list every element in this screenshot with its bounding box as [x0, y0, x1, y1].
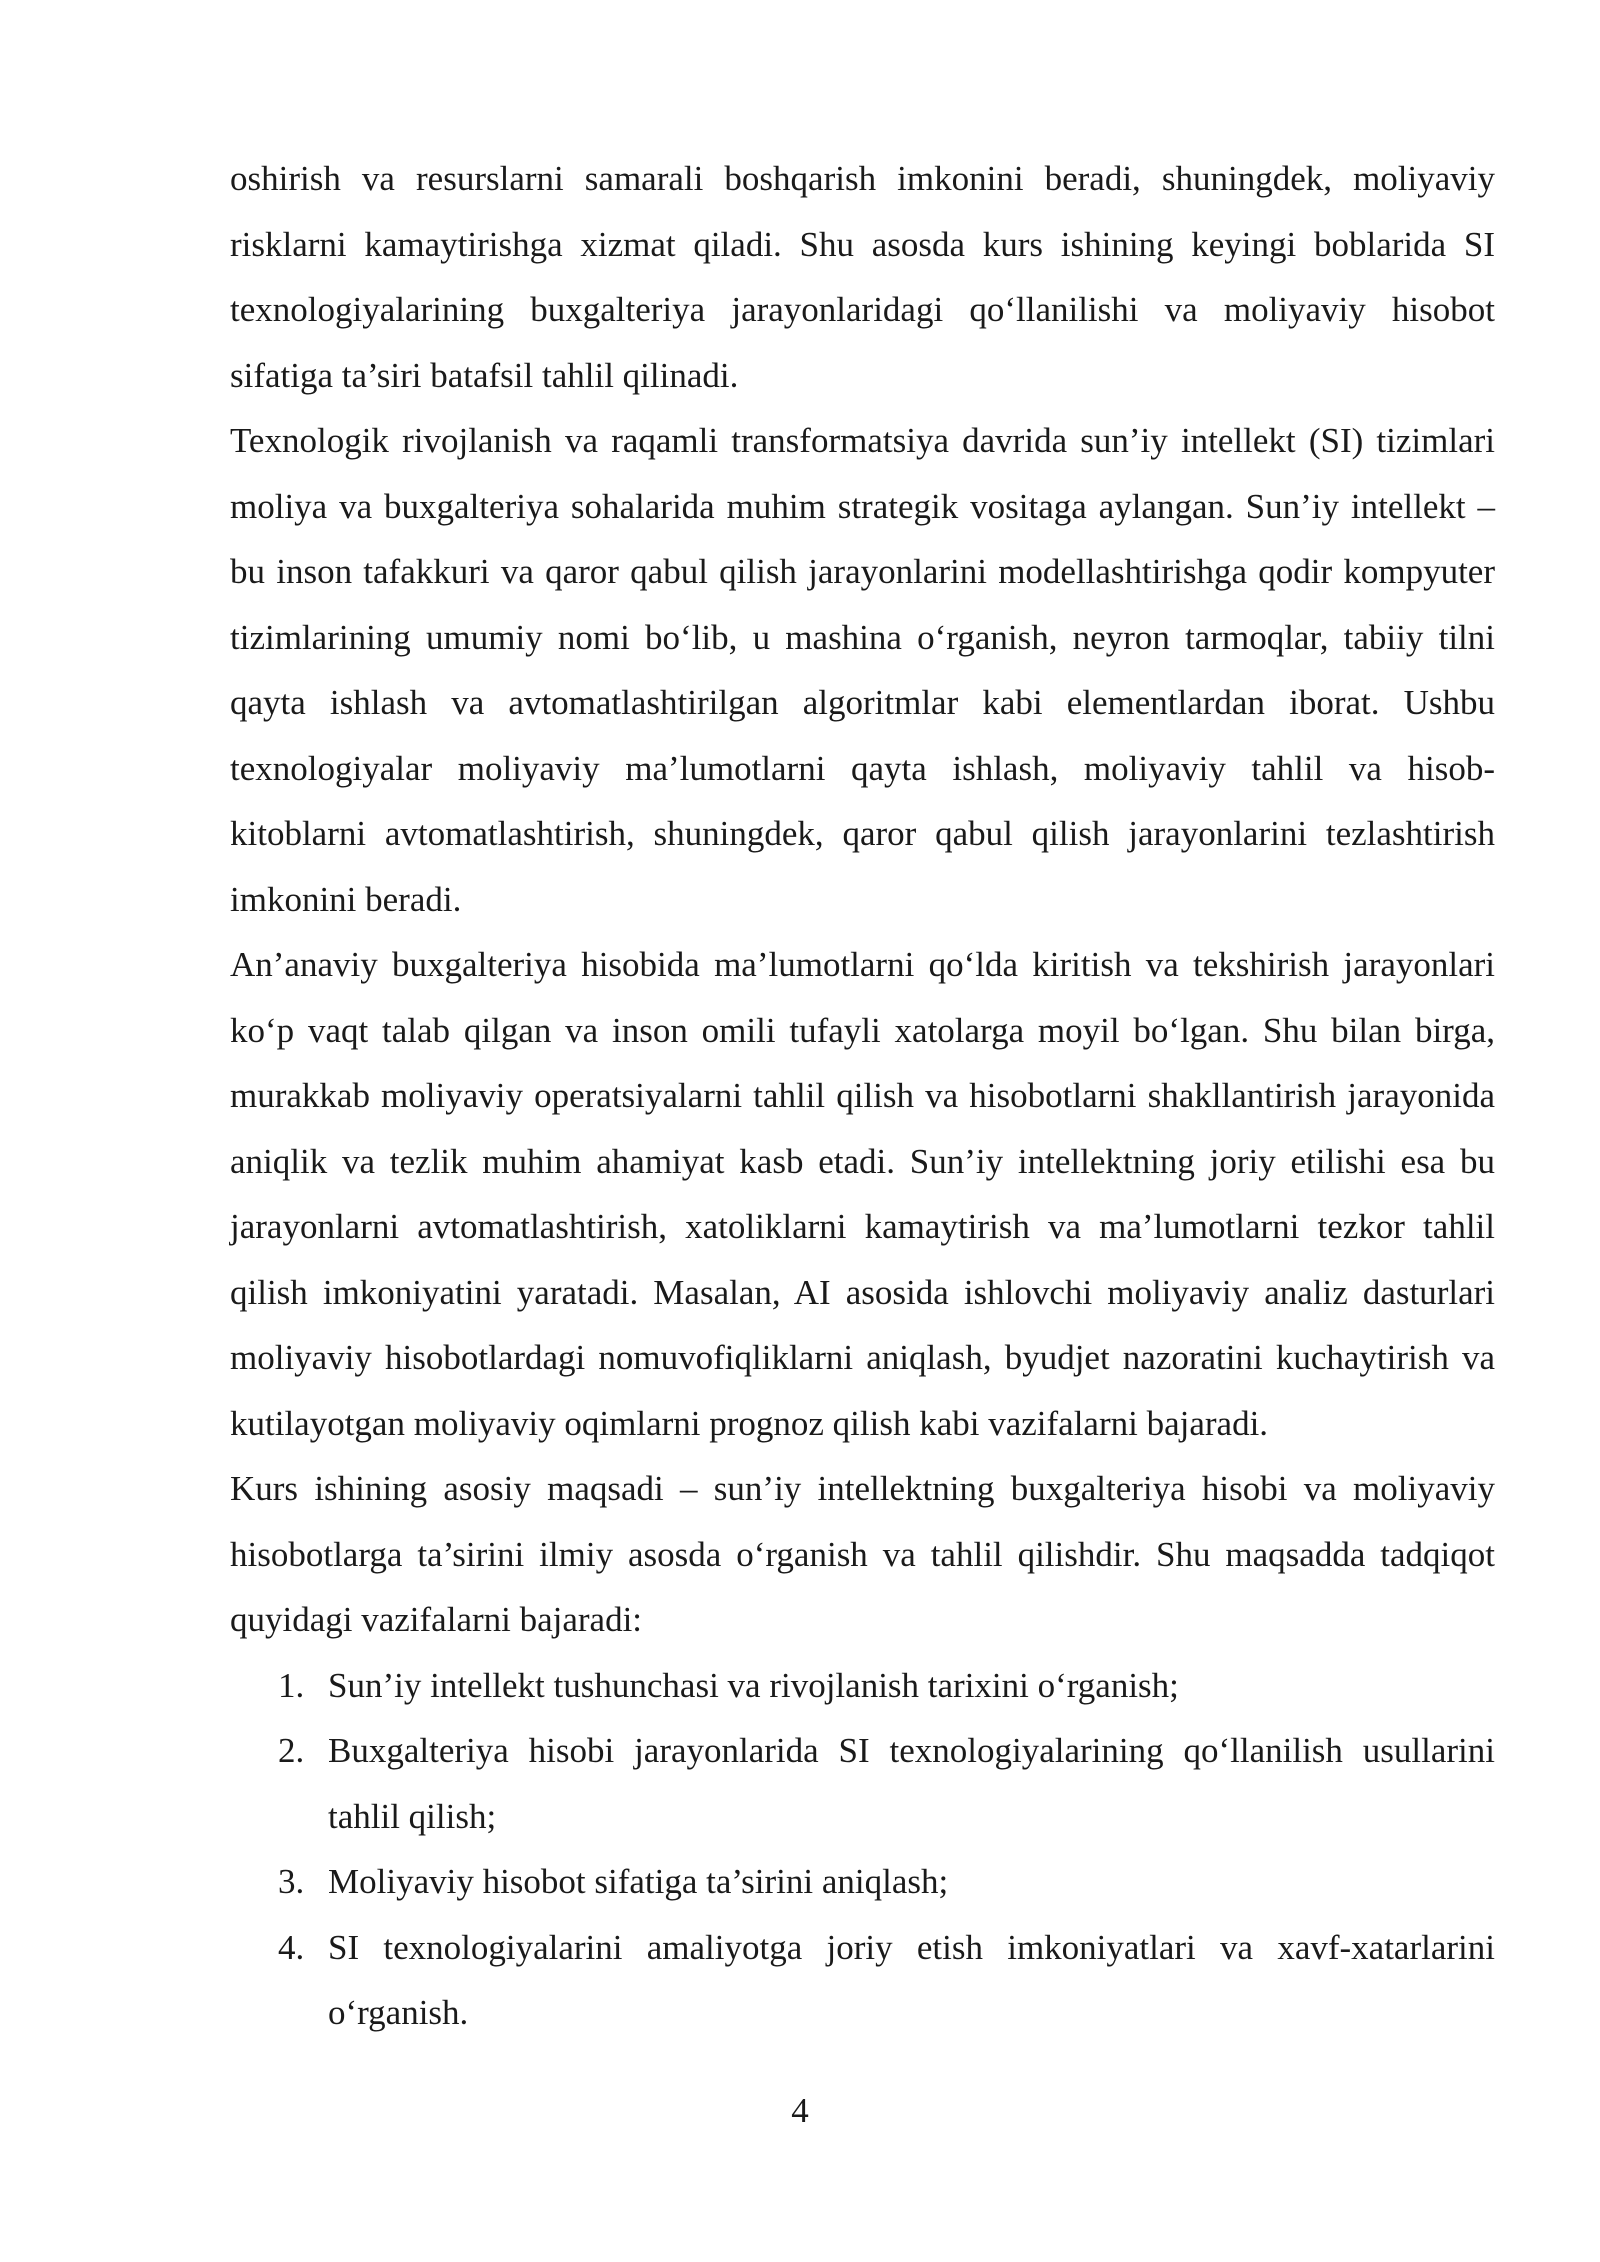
task-text: Buxgalteriya hisobi jarayonlarida SI texnologiyalarining qo‘llanilish usullarini tahlil qilish;: [328, 1731, 1495, 1836]
paragraph-intro-continuation: oshirish va resurslarni samarali boshqarish imkonini beradi, shuningdek, moliyaviy risklarni kamaytirishga xizmat qiladi. Shu asosda kurs ishining keyingi boblarida SI texnologiyalarining buxgalteriya jarayonlaridagi qo‘llanilishi va moliyaviy hisobot sifatiga ta’siri batafsil tahlil qilinadi.: [230, 159, 1495, 395]
task-text: Moliyaviy hisobot sifatiga ta’sirini aniqlash;: [328, 1862, 949, 1901]
document-body: [230, 146, 1495, 2046]
task-number: 2.: [278, 1731, 305, 1770]
task-list-item: [230, 1915, 1495, 2046]
paragraph-course-goal: Kurs ishining asosiy maqsadi – sun’iy intellektning buxgalteriya hisobi va moliyaviy hisobotlarga ta’sirini ilmiy asosda o‘rganish va tahlil qilishdir. Shu maqsadda tadqiqot quyidagi vazifalarni bajaradi:: [230, 1469, 1495, 1639]
task-list-item: [230, 1849, 1495, 1915]
task-text: SI texnologiyalarini amaliyotga joriy etish imkoniyatlari va xavf-xatarlarini o‘rganish.: [328, 1927, 1495, 2032]
task-list-item: [230, 1653, 1495, 1719]
task-text: Sun’iy intellekt tushunchasi va rivojlanish tarixini o‘rganish;: [328, 1665, 1179, 1705]
task-number: 1.: [278, 1665, 305, 1705]
task-number: 4.: [278, 1927, 305, 1967]
task-list: [230, 1653, 1495, 2046]
paragraph-traditional-accounting: An’anaviy buxgalteriya hisobida ma’lumotlarni qo‘lda kiritish va tekshirish jarayonlari ko‘p vaqt talab qilgan va inson omili tufayli xatolarga moyil bo‘lgan. Shu bilan birga, murakkab moliyaviy operatsiyalarni tahlil qilish va hisobotlarni shakllantirish jarayonida aniqlik va tezlik muhim ahamiyat kasb etadi. Sun’iy intellektning joriy etilishi esa bu jarayonlarni avtomatlashtirish, xatoliklarni kamaytirish va ma’lumotlarni tezkor tahlil qilish imkoniyatini yaratadi. Masalan, AI asosida ishlovchi moliyaviy analiz dasturlari moliyaviy hisobotlardagi nomuvofiqliklarni aniqlash, byudjet nazoratini kuchaytirish va kutilayotgan moliyaviy oqimlarni prognoz qilish kabi vazifalarni bajaradi.: [230, 945, 1495, 1443]
paragraph-ai-definition: Texnologik rivojlanish va raqamli transformatsiya davrida sun’iy intellekt (SI) tizimlari moliya va buxgalteriya sohalarida muhim strategik vositaga aylangan. Sun’iy intellekt – bu inson tafakkuri va qaror qabul qilish jarayonlarini modellashtirishga qodir kompyuter tizimlarining umumiy nomi bo‘lib, u mashina o‘rganish, neyron tarmoqlar, tabiiy tilni qayta ishlash va avtomatlashtirilgan algoritmlar kabi elementlardan iborat. Ushbu texnologiyalar moliyaviy ma’lumotlarni qayta ishlash, moliyaviy tahlil va hisob-kitoblarni avtomatlashtirish, shuningdek, qaror qabul qilish jarayonlarini tezlashtirish imkonini beradi.: [230, 421, 1495, 919]
task-number: 3.: [278, 1862, 305, 1901]
page-number: 4: [791, 2091, 809, 2130]
task-list-item: [230, 1718, 1495, 1849]
